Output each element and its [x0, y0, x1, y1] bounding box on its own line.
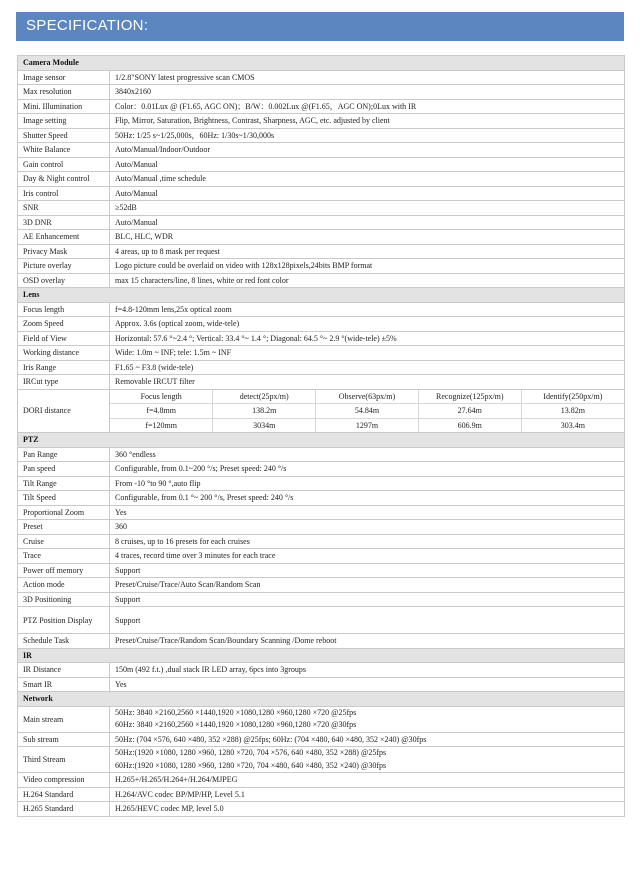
spec-value: Auto/Manual: [110, 157, 625, 172]
spec-row: [18, 317, 625, 332]
spec-value-line: 50Hz:(1920 ×1080, 1280 ×960, 1280 ×720, 704 ×576, 640 ×480, 352 ×288) @25fps: [115, 748, 387, 757]
spec-value: BLC, HLC, WDR: [110, 230, 625, 245]
dori-cell: [110, 389, 625, 433]
dori-data-row: [110, 418, 624, 432]
spec-row: [18, 607, 625, 634]
spec-key: Iris control: [18, 186, 110, 201]
spec-row: [18, 244, 625, 259]
spec-key: Schedule Task: [18, 634, 110, 649]
section-header: [18, 433, 625, 448]
dori-value: 606.9m: [418, 418, 521, 432]
spec-key: Proportional Zoom: [18, 505, 110, 520]
spec-key: Max resolution: [18, 85, 110, 100]
spec-key: Focus length: [18, 302, 110, 317]
spec-row: [18, 787, 625, 802]
dori-table: [110, 390, 624, 433]
spec-row: [18, 732, 625, 747]
spec-value: Support: [110, 563, 625, 578]
spec-value: [110, 706, 625, 732]
dori-value: f=4.8mm: [110, 404, 213, 419]
spec-row: [18, 534, 625, 549]
dori-key: DORI distance: [18, 389, 110, 433]
spec-value: Auto/Manual ,time schedule: [110, 172, 625, 187]
section-title: Lens: [18, 288, 625, 303]
spec-value: Wide: 1.0m ~ INF; tele: 1.5m ~ INF: [110, 346, 625, 361]
spec-value: 360 °endless: [110, 447, 625, 462]
spec-row: [18, 201, 625, 216]
spec-key: Trace: [18, 549, 110, 564]
dori-value: 27.64m: [418, 404, 521, 419]
spec-value: 360: [110, 520, 625, 535]
spec-key: Power off memory: [18, 563, 110, 578]
spec-key: Zoom Speed: [18, 317, 110, 332]
spec-row: [18, 663, 625, 678]
spec-row: [18, 143, 625, 158]
spec-key: Picture overlay: [18, 259, 110, 274]
spec-value: 50Hz: 1/25 s~1/25,000s，60Hz: 1/30s~1/30,000s: [110, 128, 625, 143]
spec-value: max 15 characters/line, 8 lines, white or red font color: [110, 273, 625, 288]
spec-key: Sub stream: [18, 732, 110, 747]
spec-row: [18, 302, 625, 317]
spec-value: 1/2.8"SONY latest progressive scan CMOS: [110, 70, 625, 85]
spec-value: Preset/Cruise/Trace/Auto Scan/Random Scan: [110, 578, 625, 593]
spec-row: [18, 747, 625, 773]
spec-banner: [16, 12, 624, 41]
dori-row: [18, 389, 625, 433]
spec-key: Shutter Speed: [18, 128, 110, 143]
spec-value: 8 cruises, up to 16 presets for each cruises: [110, 534, 625, 549]
spec-row: [18, 99, 625, 114]
spec-row: [18, 360, 625, 375]
spec-value: Yes: [110, 505, 625, 520]
dori-header: [110, 390, 624, 404]
spec-row: [18, 70, 625, 85]
spec-value: H.264/AVC codec BP/MP/HP, Level 5.1: [110, 787, 625, 802]
spec-row: [18, 447, 625, 462]
spec-key: Cruise: [18, 534, 110, 549]
spec-value: Flip, Mirror, Saturation, Brightness, Contrast, Sharpness, AGC, etc. adjusted by client: [110, 114, 625, 129]
spec-value-line: 60Hz: 3840 ×2160,2560 ×1440,1920 ×1080,1280 ×960,1280 ×720 @30fps: [115, 720, 357, 729]
spec-row: [18, 157, 625, 172]
spec-row: [18, 128, 625, 143]
spec-row: [18, 273, 625, 288]
dori-value: detect(25px/m): [213, 390, 316, 404]
section-title: Camera Module: [18, 56, 625, 71]
spec-value: Approx. 3.6s (optical zoom, wide-tele): [110, 317, 625, 332]
spec-value: Yes: [110, 677, 625, 692]
spec-row: [18, 215, 625, 230]
spec-value: 50Hz: (704 ×576, 640 ×480, 352 ×288) @25fps; 60Hz: (704 ×480, 640 ×480, 352 ×240) @30fps: [110, 732, 625, 747]
spec-value: Support: [110, 607, 625, 634]
spec-row: [18, 802, 625, 817]
dori-value: Focus length: [110, 390, 213, 404]
spec-value: Removable IRCUT filter: [110, 375, 625, 390]
spec-row: [18, 476, 625, 491]
dori-value: 1297m: [316, 418, 419, 432]
spec-value-line: 50Hz: 3840 ×2160,2560 ×1440,1920 ×1080,1280 ×960,1280 ×720 @25fps: [115, 707, 357, 717]
spec-value: Color：0.01Lux @ (F1.65, AGC ON)；B/W：0.002Lux @(F1.65，AGC ON);0Lux with IR: [110, 99, 625, 114]
section-title: PTZ: [18, 433, 625, 448]
spec-key: Working distance: [18, 346, 110, 361]
spec-key: Action mode: [18, 578, 110, 593]
spec-value: Auto/Manual: [110, 215, 625, 230]
spec-row: [18, 230, 625, 245]
spec-key: IRCut type: [18, 375, 110, 390]
spec-row: [18, 346, 625, 361]
spec-row: [18, 578, 625, 593]
spec-key: Day & Night control: [18, 172, 110, 187]
section-header: [18, 648, 625, 663]
spec-value-line: 60Hz:(1920 ×1080, 1280 ×960, 1280 ×720, 704 ×480, 640 ×480, 352 ×240) @30fps: [115, 760, 387, 770]
spec-key: 3D Positioning: [18, 592, 110, 607]
dori-value: 303.4m: [521, 418, 624, 432]
section-header: [18, 56, 625, 71]
spec-row: [18, 375, 625, 390]
spec-value: 150m (492 f.t.) ,dual stack IR LED array, 6pcs into 3groups: [110, 663, 625, 678]
spec-value: Auto/Manual: [110, 186, 625, 201]
spec-row: [18, 172, 625, 187]
spec-row: [18, 114, 625, 129]
spec-key: Pan Range: [18, 447, 110, 462]
dori-value: Recognize(125px/m): [418, 390, 521, 404]
dori-value: 54.84m: [316, 404, 419, 419]
spec-row: [18, 706, 625, 732]
spec-row: [18, 634, 625, 649]
spec-key: 3D DNR: [18, 215, 110, 230]
spec-key: Main stream: [18, 706, 110, 732]
spec-row: [18, 331, 625, 346]
spec-key: Image setting: [18, 114, 110, 129]
section-header: [18, 692, 625, 707]
spec-row: [18, 592, 625, 607]
spec-value: Auto/Manual/Indoor/Outdoor: [110, 143, 625, 158]
spec-value: F1.65 ~ F3.8 (wide-tele): [110, 360, 625, 375]
section-header: [18, 288, 625, 303]
dori-value: 3034m: [213, 418, 316, 432]
dori-data-row: [110, 404, 624, 419]
spec-key: AE Enhancement: [18, 230, 110, 245]
spec-value: ≥52dB: [110, 201, 625, 216]
section-title: Network: [18, 692, 625, 707]
spec-key: OSD overlay: [18, 273, 110, 288]
spec-key: White Balance: [18, 143, 110, 158]
spec-key: Video compression: [18, 773, 110, 788]
spec-key: PTZ Position Display: [18, 607, 110, 634]
spec-key: Field of View: [18, 331, 110, 346]
spec-key: Preset: [18, 520, 110, 535]
spec-value: Support: [110, 592, 625, 607]
spec-value: From -10 °to 90 °,auto flip: [110, 476, 625, 491]
spec-value: Preset/Cruise/Trace/Random Scan/Boundary Scanning /Dome reboot: [110, 634, 625, 649]
spec-value: Configurable, from 0.1 °~ 200 °/s, Preset speed: 240 °/s: [110, 491, 625, 506]
spec-value: H.265+/H.265/H.264+/H.264/MJPEG: [110, 773, 625, 788]
spec-value: Configurable, from 0.1~200 °/s; Preset speed: 240 °/s: [110, 462, 625, 477]
spec-value: Logo picture could be overlaid on video with 128x128pixels,24bits BMP format: [110, 259, 625, 274]
spec-row: [18, 677, 625, 692]
spec-key: Tilt Range: [18, 476, 110, 491]
spec-value: f=4.8-120mm lens,25x optical zoom: [110, 302, 625, 317]
spec-key: Pan speed: [18, 462, 110, 477]
spec-value: 4 areas, up to 8 mask per request: [110, 244, 625, 259]
spec-row: [18, 186, 625, 201]
spec-key: H.265 Standard: [18, 802, 110, 817]
spec-table: [17, 55, 625, 817]
spec-row: [18, 259, 625, 274]
spec-value: [110, 747, 625, 773]
dori-value: 138.2m: [213, 404, 316, 419]
spec-key: Third Stream: [18, 747, 110, 773]
spec-row: [18, 85, 625, 100]
spec-row: [18, 549, 625, 564]
spec-value: H.265/HEVC codec MP, level 5.0: [110, 802, 625, 817]
spec-key: Iris Range: [18, 360, 110, 375]
spec-key: SNR: [18, 201, 110, 216]
spec-key: Image sensor: [18, 70, 110, 85]
spec-key: Gain control: [18, 157, 110, 172]
spec-row: [18, 505, 625, 520]
spec-row: [18, 773, 625, 788]
spec-value: Horizontal: 57.6 °~2.4 °; Vertical: 33.4 °~ 1.4 °; Diagonal: 64.5 °~ 2.9 °(wide-tele) ±5%: [110, 331, 625, 346]
spec-key: Tilt Speed: [18, 491, 110, 506]
spec-key: Privacy Mask: [18, 244, 110, 259]
dori-value: Identify(250px/m): [521, 390, 624, 404]
banner-title: SPECIFICATION:: [26, 17, 149, 34]
spec-value: 4 traces, record time over 3 minutes for each trace: [110, 549, 625, 564]
dori-value: 13.82m: [521, 404, 624, 419]
section-title: IR: [18, 648, 625, 663]
spec-row: [18, 520, 625, 535]
spec-value: 3840x2160: [110, 85, 625, 100]
spec-key: H.264 Standard: [18, 787, 110, 802]
spec-key: IR Distance: [18, 663, 110, 678]
spec-key: Smart IR: [18, 677, 110, 692]
spec-row: [18, 491, 625, 506]
spec-row: [18, 462, 625, 477]
spec-row: [18, 563, 625, 578]
dori-value: Observe(63px/m): [316, 390, 419, 404]
spec-key: Mini. Illumination: [18, 99, 110, 114]
dori-value: f=120mm: [145, 420, 177, 430]
